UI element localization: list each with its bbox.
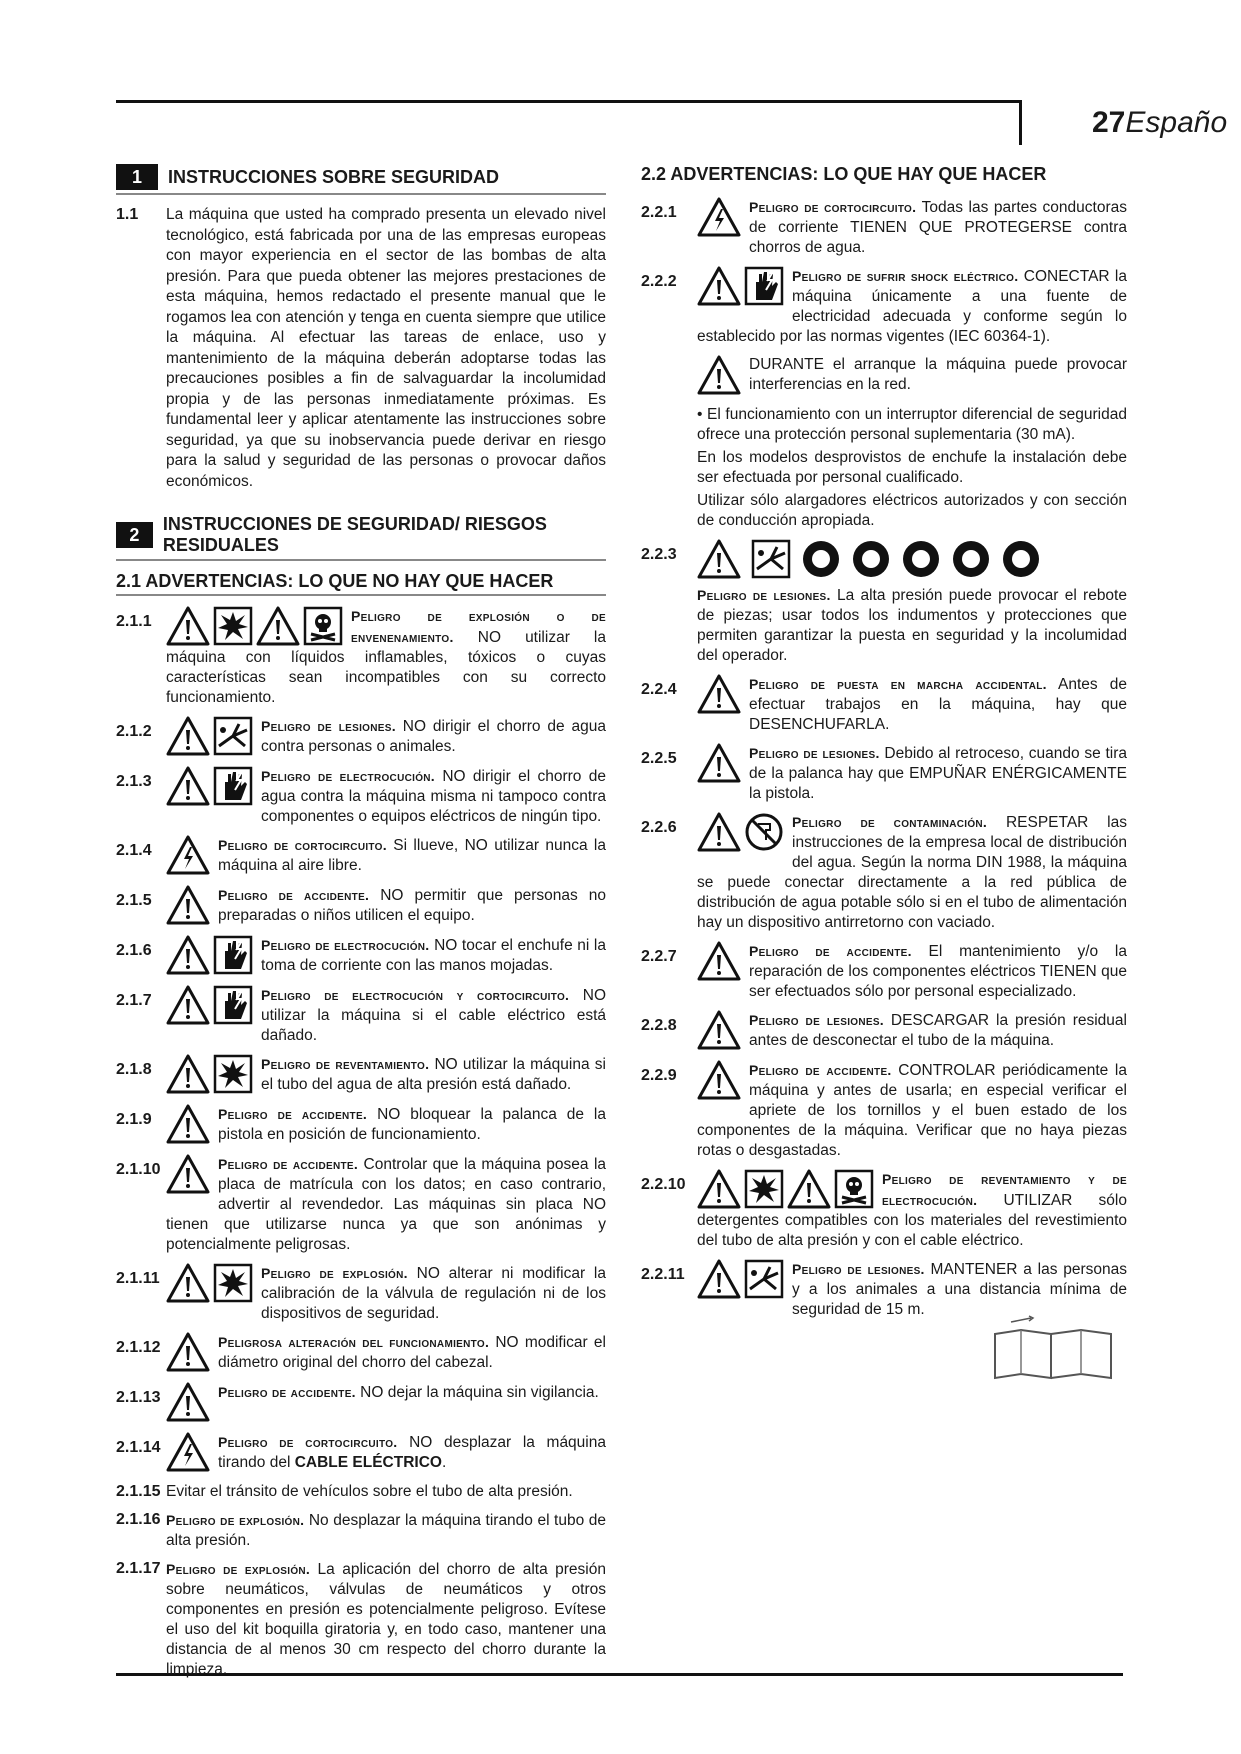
item-heading: Peligrosa alteración del funcionamiento. — [218, 1334, 490, 1350]
item-text: DURANTE el arranque la máquina puede provocar interferencias en la red. — [749, 356, 1127, 393]
toxic-skull-icon — [303, 606, 343, 646]
item-heading: Peligro de sufrir shock eléctrico. — [792, 268, 1019, 284]
warning-icon — [166, 766, 210, 806]
item-number: 2.1.8 — [116, 1061, 152, 1078]
item-text: NO alterar ni modificar la calibración de la válvula de regulación ni de los dispositivos de seguridad. — [261, 1265, 606, 1322]
item-2-2-6 — [641, 812, 1127, 933]
goggles-icon — [1001, 539, 1041, 579]
item-text: MANTENER a las personas y a los animales a una distancia mínima de seguridad de 15 m. — [792, 1261, 1127, 1318]
item-heading: Peligro de explosión. — [166, 1561, 311, 1577]
warning-icon — [166, 1154, 210, 1194]
electric-warning-icon — [166, 1432, 210, 1472]
item-number: 2.1.1 — [116, 613, 152, 630]
item-heading: Peligro de reventamiento. — [261, 1056, 430, 1072]
warning-icon — [697, 1010, 741, 1050]
warning-icon — [166, 1054, 210, 1094]
item-2-2-7 — [641, 941, 1127, 1002]
item-text: NO permitir que personas no preparadas o niños utilicen el equipo. — [218, 887, 606, 924]
explosion-icon — [213, 1054, 253, 1094]
item-text: NO bloquear la palanca de la pistola en posición de funcionamiento. — [218, 1106, 606, 1143]
item-number: 2.2.5 — [641, 750, 677, 767]
ear-protection-icon — [901, 539, 941, 579]
item-heading: Peligro de accidente. — [749, 943, 912, 959]
hazard-icons — [166, 1263, 253, 1303]
item-2-1-8 — [116, 1054, 606, 1096]
item-text: RESPETAR las instrucciones de la empresa local de distribución del agua. Según la norma DIN 1988, la máquina se puede conectar directamente a la red pública de distribución de agua potable sólo si en el tubo de alimentación hay un dispositivo antirretorno con vaciado. — [697, 814, 1127, 931]
item-2-1-16 — [116, 1510, 606, 1551]
item-text: NO dirigir el chorro de agua contra personas o animales. — [261, 718, 606, 755]
hazard-icons — [697, 743, 741, 783]
item-heading: Peligro de explosión o de envenenamiento. — [351, 608, 606, 645]
item-number: 2.2.7 — [641, 948, 677, 965]
warning-icon — [697, 355, 741, 395]
item-heading: Peligro de lesiones. — [792, 1261, 925, 1277]
item-number: 2.1.4 — [116, 842, 152, 859]
hazard-icons — [166, 1104, 210, 1144]
left-column — [116, 164, 606, 1688]
warning-icon — [787, 1169, 831, 1209]
item-number: 2.1.13 — [116, 1389, 161, 1406]
hazard-icons — [697, 266, 784, 306]
item-2-2-11 — [641, 1259, 1127, 1320]
item-heading: Peligro de lesiones. — [261, 718, 396, 734]
item-number: 2.1.14 — [116, 1439, 161, 1456]
item-text: NO dejar la máquina sin vigilancia. — [355, 1384, 599, 1401]
bullet-rcd: • El funcionamiento con un interruptor diferencial de seguridad ofrece una protección personal suplementaria (30 mA). — [697, 406, 1127, 443]
warning-icon — [697, 1060, 741, 1100]
item-text: NO modificar el diámetro original del chorro del cabezal. — [218, 1334, 606, 1371]
water-jet-icon — [744, 1259, 784, 1299]
item-2-1-11 — [116, 1263, 606, 1324]
item-heading: Peligro de puesta en marcha accidental. — [749, 676, 1047, 692]
item-text: NO desplazar la máquina tirando del — [218, 1434, 606, 1471]
item-text-emphasis: CABLE ELÉCTRICO — [294, 1454, 442, 1471]
item-heading: Peligro de reventamiento y de electrocución. — [882, 1171, 1127, 1208]
item-2-1-6 — [116, 935, 606, 977]
item-number: 2.1.11 — [116, 1270, 160, 1287]
item-heading: Peligro de cortocircuito. — [218, 1434, 398, 1450]
hazard-icons — [697, 1010, 741, 1050]
toxic-skull-icon — [834, 1169, 874, 1209]
hazard-icons — [166, 1332, 210, 1372]
warning-icon — [697, 539, 741, 579]
warning-icon — [166, 1104, 210, 1144]
hazard-icons — [166, 766, 253, 806]
item-text: NO tocar el enchufe ni la toma de corriente con las manos mojadas. — [261, 937, 606, 974]
item-2-2-5 — [641, 743, 1127, 804]
hazard-icons — [697, 1060, 741, 1100]
warning-icon — [166, 885, 210, 925]
item-text: Todas las partes conductoras de corriente TIENEN QUE PROTEGERSE contra chorros de agua. — [749, 199, 1127, 256]
item-text: El mantenimiento y/o la reparación de los componentes eléctricos TIENEN que ser efectuados sólo por personal especializado. — [749, 943, 1127, 1000]
item-number: 2.2.9 — [641, 1067, 677, 1084]
warning-icon — [166, 1332, 210, 1372]
item-heading: Peligro de electrocución y cortocircuito. — [261, 987, 570, 1003]
water-jet-icon — [213, 716, 253, 756]
hazard-icons — [697, 1169, 874, 1209]
item-heading: Peligro de accidente. — [218, 1106, 368, 1122]
explosion-icon — [213, 606, 253, 646]
hazard-icons — [166, 885, 210, 925]
electric-hand-icon — [744, 266, 784, 306]
electric-warning-icon — [166, 835, 210, 875]
item-2-1-3 — [116, 766, 606, 827]
item-text: Debido al retroceso, cuando se tira de la palanca hay que EMPUÑAR ENÉRGICAMENTE la pistola. — [749, 745, 1127, 802]
item-number: 2.2.6 — [641, 819, 677, 836]
item-2-1-1 — [116, 606, 606, 708]
warning-icon — [697, 941, 741, 981]
item-number: 2.1.9 — [116, 1111, 152, 1128]
item-number: 2.1.15 — [116, 1483, 161, 1500]
electric-hand-icon — [213, 985, 253, 1025]
electric-hand-icon — [213, 935, 253, 975]
section-2-heading — [116, 514, 606, 561]
page-number: 27 — [1092, 106, 1126, 139]
item-heading: Peligro de cortocircuito. — [218, 837, 387, 853]
warning-icon — [697, 812, 741, 852]
item-2-1-10 — [116, 1154, 606, 1255]
item-text: No desplazar la máquina tirando el tubo de alta presión. — [166, 1512, 606, 1549]
item-2-1-7 — [116, 985, 606, 1046]
item-heading: Peligro de lesiones. — [749, 745, 880, 761]
ppe-icons — [697, 539, 1127, 579]
item-2-2-3 — [641, 539, 1127, 666]
item-2-2-2 — [641, 266, 1127, 347]
warning-icon — [166, 716, 210, 756]
warning-icon — [166, 1382, 210, 1422]
warning-icon — [697, 1259, 741, 1299]
section-title: INSTRUCCIONES DE SEGURIDAD/ RIESGOS RESIDUALES — [162, 514, 547, 555]
note-models: En los modelos desprovistos de enchufe la instalación debe ser efectuada por personal cualificado. — [697, 449, 1127, 486]
warning-icon — [166, 935, 210, 975]
item-2-1-15 — [116, 1482, 606, 1502]
item-2-2-8 — [641, 1010, 1127, 1052]
no-drinking-water-icon — [744, 812, 784, 852]
item-number: 2.1.2 — [116, 723, 152, 740]
item-text: La aplicación del chorro de alta presión sobre neumáticos, válvulas de neumáticos y otros componentes en presión es potencialmente peligroso. Evítese el uso del kit boquilla giratoria y, en todo caso, mantener una distancia de al menos 30 cm respecto del chorro durante la limpieza. — [166, 1561, 606, 1678]
warning-icon — [166, 1263, 210, 1303]
item-heading: Peligro de electrocución. — [261, 768, 435, 784]
item-number: 2.1.10 — [116, 1161, 161, 1178]
item-text: DESCARGAR la presión residual antes de desconectar el tubo de la máquina. — [749, 1012, 1127, 1049]
gloves-icon — [951, 539, 991, 579]
item-2-1-5 — [116, 885, 606, 927]
hazard-icons — [697, 1259, 784, 1299]
hazard-icons — [166, 1154, 210, 1194]
hazard-icons — [697, 355, 741, 395]
warning-icon — [697, 743, 741, 783]
item-text: Controlar que la máquina posea la placa de matrícula con los datos; en caso contrario, advertir al revendedor. Las máquinas sin placa NO tienen que utilizarse nunca ya que son anónimas y potencialmente peligrosas. — [166, 1156, 607, 1253]
item-2-2-4 — [641, 674, 1127, 735]
hazard-icons — [166, 1054, 253, 1094]
item-text: CONTROLAR periódicamente la máquina y antes de usarla; en especial verificar el apriete de los tornillos y el buen estado de los componentes de la máquina. Verificar que no haya piezas rotas o desgastadas. — [697, 1062, 1127, 1159]
warning-icon — [697, 674, 741, 714]
item-2-1-4 — [116, 835, 606, 877]
section-1-heading — [116, 164, 606, 195]
item-heading: Peligro de lesiones. — [697, 587, 831, 603]
explosion-icon — [213, 1263, 253, 1303]
paragraph-number: 1.1 — [116, 206, 139, 223]
item-2-1-17 — [116, 1559, 606, 1680]
item-text-end: . — [441, 1454, 447, 1471]
item-text: Si llueve, NO utilizar nunca la máquina al aire libre. — [218, 837, 606, 874]
item-text: CONECTAR la máquina únicamente a una fuente de electricidad adecuada y conforme según lo establecido por las normas vigentes (IEC 60364-1). — [697, 268, 1127, 345]
warning-list — [116, 606, 606, 1680]
warning-icon — [166, 606, 210, 646]
hazard-icons — [166, 985, 253, 1025]
electric-hand-icon — [213, 766, 253, 806]
header-rule — [116, 100, 1021, 103]
warning-icon — [166, 985, 210, 1025]
item-heading: Peligro de accidente. — [218, 887, 370, 903]
paragraph-text: La máquina que usted ha comprado presenta un elevado nivel tecnológico, está fabricada por una de las empresas europeas con mayor experiencia en el sector de las bombas de alta presión. Para que pueda obtener las mejores prestaciones de esta máquina, hemos redactado el presente manual que le rogamos lea con atención y tenga en cuenta siempre que utilice la máquina. Al efectuar las tareas de enlace, uso y mantenimiento de la máquina deberán adoptarse todas las precauciones posibles a fin de salvaguardar la incolumidad propia y de las personas inmediatamente próximas. Es fundamental leer y aplicar atentamente las instrucciones sobre seguridad, ya que su inobservancia puede derivar en riesgo para la salud y seguridad de las personas o provocar daños económicos. — [166, 206, 606, 490]
item-heading: Peligro de electrocución. — [261, 937, 430, 953]
item-number: 2.2.10 — [641, 1176, 686, 1193]
hazard-icons — [166, 835, 210, 875]
item-number: 2.1.7 — [116, 992, 152, 1009]
header-rule-vertical — [1019, 100, 1022, 145]
item-text: NO utilizar la máquina con líquidos inflamables, tóxicos o cuyas características sean incompatibles con su correcto funcionamiento. — [166, 629, 606, 706]
hazard-icons — [697, 197, 741, 237]
item-2-1-2 — [116, 716, 606, 758]
item-text: NO utilizar la máquina si el tubo del agua de alta presión está dañado. — [261, 1056, 606, 1093]
item-text: La alta presión puede provocar el rebote de piezas; usar todos los indumentos y protecciones que permiten garantizar la puesta en seguridad y la incolumidad del operador. — [697, 587, 1127, 664]
item-2-2-9 — [641, 1060, 1127, 1161]
item-2-1-14 — [116, 1432, 606, 1474]
explosion-icon — [744, 1169, 784, 1209]
item-number: 2.1.17 — [116, 1560, 161, 1577]
open-book-icon — [991, 1314, 1121, 1389]
item-2-1-9 — [116, 1104, 606, 1146]
hazard-icons — [697, 941, 741, 981]
item-heading: Peligro de explosión. — [166, 1512, 305, 1528]
hazard-icons — [166, 1432, 210, 1472]
item-heading: Peligro de accidente. — [218, 1156, 359, 1172]
section-number: 2 — [116, 522, 153, 548]
item-number: 2.2.2 — [641, 273, 677, 290]
subsection-2-2-title: 2.2 ADVERTENCIAS: LO QUE HAY QUE HACER — [641, 164, 1047, 184]
item-number: 2.1.5 — [116, 892, 152, 909]
item-2-2-10 — [641, 1169, 1127, 1251]
item-number: 2.2.11 — [641, 1266, 685, 1283]
rebound-icon — [751, 539, 791, 579]
section-number: 1 — [116, 164, 158, 190]
item-number: 2.1.16 — [116, 1511, 161, 1528]
subsection-2-1-title: 2.1 ADVERTENCIAS: LO QUE NO HAY QUE HACER — [116, 571, 606, 596]
item-text: UTILIZAR sólo detergentes compatibles con los materiales del revestimiento del tubo de alta presión y con el cable eléctrico. — [697, 1192, 1127, 1249]
item-heading: Peligro de accidente. — [218, 1384, 356, 1400]
item-heading: Peligro de accidente. — [749, 1062, 892, 1078]
item-heading: Peligro de explosión. — [261, 1265, 408, 1281]
paragraph-1-1 — [116, 205, 606, 492]
item-text: Antes de efectuar trabajos en la máquina, hay que DESENCHUFARLA. — [749, 676, 1127, 733]
page-header — [1092, 106, 1227, 140]
item-number: 2.1.6 — [116, 942, 152, 959]
hazard-icons — [166, 935, 253, 975]
page-language: Españo — [1125, 106, 1228, 139]
warning-icon — [697, 266, 741, 306]
item-number: 2.2.8 — [641, 1017, 677, 1034]
hazard-icons — [697, 674, 741, 714]
hazard-icons — [697, 812, 784, 852]
hazard-icons — [166, 606, 343, 646]
item-number: 2.2.3 — [641, 546, 677, 563]
electric-warning-icon — [697, 197, 741, 237]
item-text: NO utilizar la máquina si el cable eléctrico está dañado. — [261, 987, 607, 1044]
item-2-1-13 — [116, 1382, 606, 1424]
note-extensions: Utilizar sólo alargadores eléctricos autorizados y con sección de conducción apropiada. — [697, 492, 1127, 529]
protective-suit-icon — [801, 539, 841, 579]
section-title: INSTRUCCIONES SOBRE SEGURIDAD — [168, 166, 500, 187]
item-heading: Peligro de contaminación. — [792, 814, 988, 830]
item-heading: Peligro de lesiones. — [749, 1012, 884, 1028]
right-column — [641, 164, 1127, 1328]
item-2-1-12 — [116, 1332, 606, 1374]
item-number: 2.2.4 — [641, 681, 677, 698]
hazard-icons — [166, 716, 253, 756]
item-text: Evitar el tránsito de vehículos sobre el tubo de alta presión. — [166, 1483, 573, 1500]
item-number: 2.1.3 — [116, 773, 152, 790]
item-heading: Peligro de cortocircuito. — [749, 199, 917, 215]
helmet-icon — [851, 539, 891, 579]
hazard-icons — [166, 1382, 210, 1422]
item-2-2-1 — [641, 197, 1127, 258]
warning-icon — [256, 606, 300, 646]
warning-icon — [697, 1169, 741, 1209]
item-number: 2.2.1 — [641, 204, 677, 221]
item-text: NO dirigir el chorro de agua contra la máquina misma ni tampoco contra componentes o equipos eléctricos de ningún tipo. — [261, 768, 606, 825]
item-number: 2.1.12 — [116, 1339, 161, 1356]
item-durante — [641, 355, 1127, 397]
